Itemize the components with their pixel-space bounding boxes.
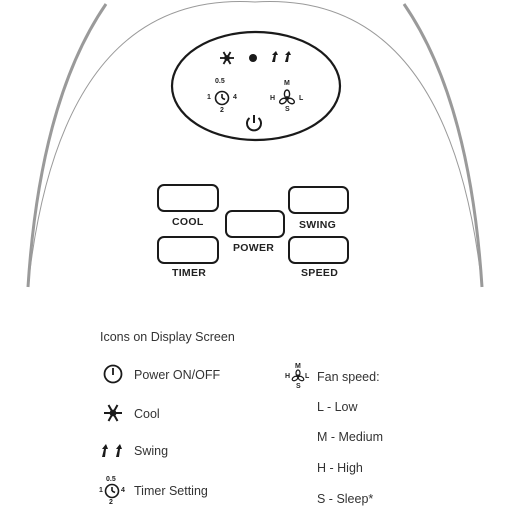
display-fan-top: M <box>284 80 290 87</box>
legend-speed-low: L - Low <box>317 400 358 414</box>
legend-power-label: Power ON/OFF <box>134 368 221 382</box>
legend-fan-right: L <box>305 373 310 380</box>
display-timer-bottom: 2 <box>220 107 224 114</box>
legend-cool-icon <box>104 405 122 421</box>
swing-button-label: SWING <box>299 219 337 231</box>
legend-speed-high: H - High <box>317 461 363 475</box>
legend-power-icon <box>105 366 122 383</box>
power-button-label: POWER <box>233 242 275 254</box>
cool-icon <box>220 52 234 64</box>
display-timer-left: 1 <box>207 94 211 101</box>
legend-fan-speed-label: Fan speed: <box>317 370 380 384</box>
legend-timer-bottom: 2 <box>109 499 113 506</box>
legend-fan-left: H <box>285 373 291 380</box>
legend-fan-icon <box>291 370 304 382</box>
display-screen <box>172 32 340 140</box>
legend-timer-right: 4 <box>121 487 125 494</box>
legend-swing-label: Swing <box>134 444 169 458</box>
right-outer-curve <box>404 4 482 287</box>
display-fan-left: H <box>270 95 276 102</box>
left-outer-curve <box>28 4 106 287</box>
display-timer-top: 0.5 <box>215 78 225 85</box>
power-icon <box>247 115 261 130</box>
cool-button-shape <box>158 185 218 211</box>
legend-speed-medium: M - Medium <box>317 430 383 444</box>
swing-button-shape <box>289 187 348 213</box>
legend-cool-label: Cool <box>134 407 160 421</box>
legend-timer-top: 0.5 <box>106 476 116 483</box>
timer-icon <box>216 92 229 105</box>
fan-icon <box>279 90 296 105</box>
legend-timer-icon <box>106 485 119 498</box>
speed-button-shape <box>289 237 348 263</box>
swing-icon <box>272 51 291 62</box>
legend-heading: Icons on Display Screen <box>100 330 235 344</box>
legend-swing-icon <box>102 444 122 457</box>
legend-timer-left: 1 <box>99 487 103 494</box>
legend-fan-bottom: S <box>296 383 301 390</box>
legend-fan-top: M <box>295 363 301 370</box>
timer-button-label: TIMER <box>172 267 207 279</box>
display-fan-bottom: S <box>285 106 290 113</box>
cool-button-label: COOL <box>172 216 204 228</box>
power-button-shape <box>226 211 284 237</box>
display-timer-right: 4 <box>233 94 237 101</box>
legend-speed-sleep: S - Sleep* <box>317 492 374 506</box>
speed-button-label: SPEED <box>301 267 339 279</box>
legend-timer-label: Timer Setting <box>134 484 208 498</box>
display-fan-right: L <box>299 95 304 102</box>
timer-button-shape <box>158 237 218 263</box>
indicator-dot <box>249 54 257 62</box>
